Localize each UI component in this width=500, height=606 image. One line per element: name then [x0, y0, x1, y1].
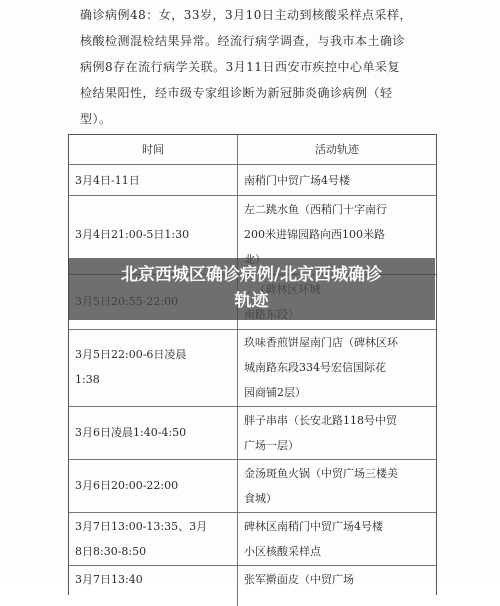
track-text: 胖子串串（长安北路118号中贸 [244, 414, 397, 427]
track-text: 食城） [244, 492, 277, 505]
paragraph-line: 型）。 [80, 112, 112, 126]
track-text: 广场一层） [244, 439, 299, 452]
table-row [69, 513, 436, 566]
table-row [69, 460, 436, 513]
time-text: 3月4日-11日 [75, 174, 140, 187]
time-text: 8日8:30-8:50 [75, 545, 147, 558]
time-text: 3月7日13:00-13:35、3月 [75, 520, 208, 533]
track-text: 200米进锦园路向西100米路 [244, 228, 385, 241]
overlay-title [68, 262, 435, 314]
time-text: 3月7日13:40 [75, 573, 143, 586]
time-cell [69, 407, 238, 459]
activity-table [68, 134, 437, 595]
case-paragraph [80, 2, 435, 132]
time-cell [69, 460, 238, 512]
paragraph-line: 核酸检测混检结果异常。经流行病学调查，与我市本土确诊 [80, 34, 406, 48]
header-time-cell [69, 135, 238, 164]
track-cell [238, 566, 436, 606]
track-cell [238, 165, 436, 195]
header-time-label: 时间 [142, 143, 164, 156]
time-text: 3月4日21:00-5日1:30 [75, 228, 190, 241]
paragraph-line: 检结果阳性，经市级专家组诊断为新冠肺炎确诊病例（轻 [80, 86, 393, 100]
track-text: 玖味香煎饼屋南门店（碑林区环 [244, 336, 398, 349]
table-row [69, 165, 436, 196]
track-cell [238, 513, 436, 565]
table-row [69, 330, 436, 407]
time-text: 3月5日22:00-6日凌晨 [75, 348, 187, 361]
header-track-label: 活动轨迹 [315, 143, 359, 156]
time-text: 3月6日凌晨1:40-4:50 [75, 426, 187, 439]
paragraph-line: 病例8存在流行病学关联。3月11日西安市疾控中心单采复 [80, 60, 401, 74]
time-cell [69, 513, 238, 565]
table-header-row [69, 135, 436, 165]
header-track-cell [238, 135, 436, 164]
time-cell [69, 566, 238, 606]
track-text: 园商铺2层） [244, 386, 306, 399]
paragraph-line: 确诊病例48：女，33岁，3月10日主动到核酸采样点采样， [80, 8, 412, 22]
track-text: 张军擀面皮（中贸广场 [244, 573, 354, 586]
track-text: 碑林区南稍门中贸广场4号楼 [244, 520, 383, 533]
track-text: 南稍门中贸广场4号楼 [244, 174, 350, 187]
time-text: 1:38 [75, 373, 100, 386]
table-row [69, 407, 436, 460]
overlay-title-line: 北京西城区确诊病例/北京西城确诊 [120, 265, 383, 285]
track-text: 城南路东段334号宏信国际花 [244, 361, 386, 374]
track-cell [238, 330, 436, 406]
overlay-title-line: 轨迹 [234, 291, 269, 311]
track-text: 金汤斑鱼火锅（中贸广场三楼美 [244, 467, 398, 480]
time-cell [69, 165, 238, 195]
time-cell [69, 330, 238, 406]
track-cell [238, 407, 436, 459]
track-text: 小区核酸采样点 [244, 545, 321, 558]
table-row [69, 566, 436, 606]
track-cell [238, 460, 436, 512]
track-text: 左二跳水鱼（西稍门十字南行 [244, 203, 387, 216]
time-text: 3月6日20:00-22:00 [75, 479, 179, 492]
